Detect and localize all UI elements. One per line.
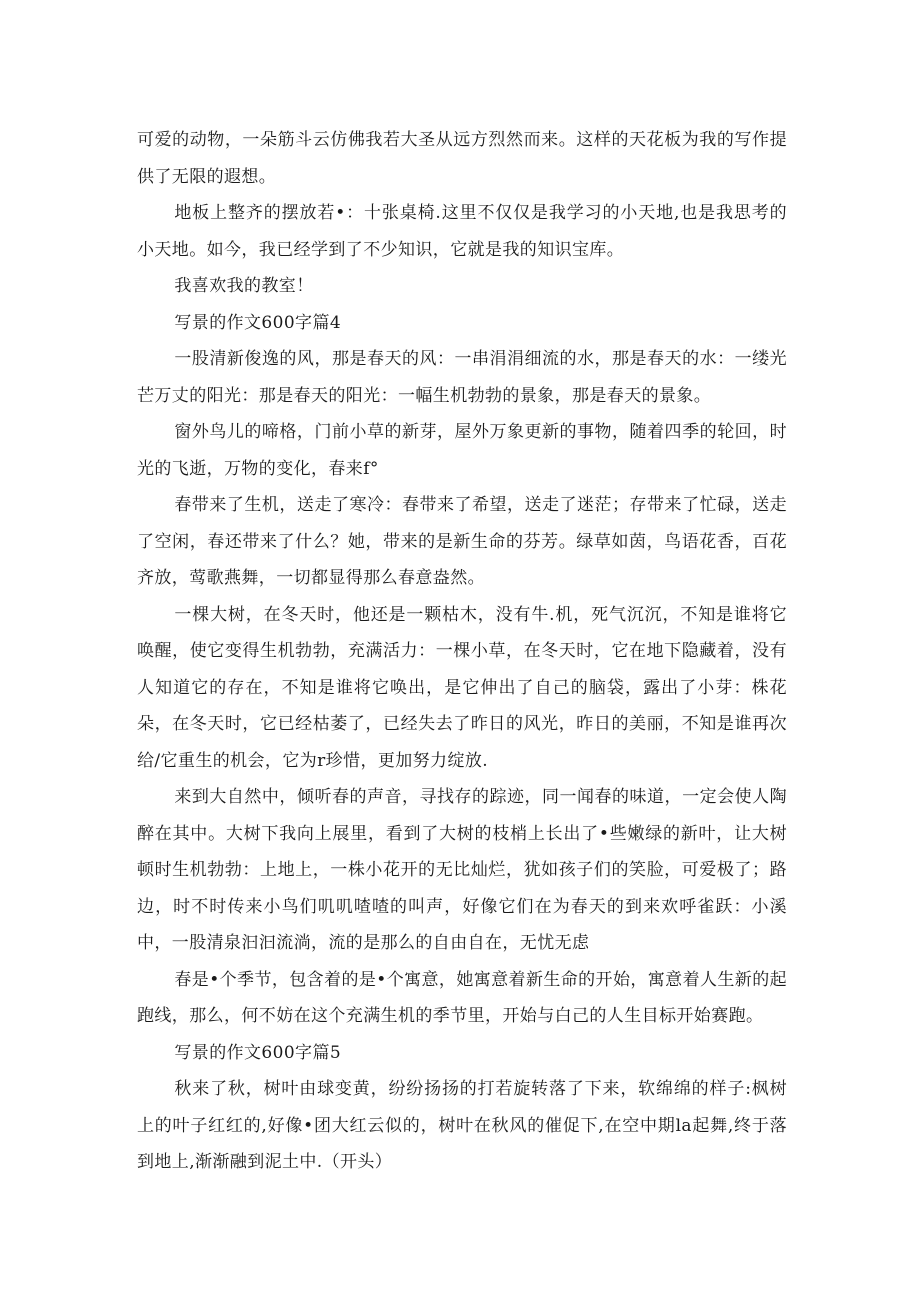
paragraph: 春带来了生机，送走了寒冷：春带来了希望，送走了迷茫；存带来了忙碌，送走了空闲，春还带来了什么？她，带来的是新生命的芬芳。绿草如茵，鸟语花香，百花齐放，莺歌燕舞，一切都显得那么春意盎然。 (137, 495, 787, 588)
paragraph: 窗外鸟儿的啼格，门前小草的新芽，屋外万象更新的事物，随着四季的轮回，时光的飞逝，万物的变化，春来f° (137, 422, 787, 479)
paragraph: 一棵大树，在冬天时，他还是一颗枯木，没有牛.机，死气沉沉，不知是谁将它唤醒，使它变得生机勃勃，充满活力：一棵小草，在冬天时，它在地下隐藏着，没有人知道它的存在，不知是谁将它唤出，是它伸出了自己的脑袋，露出了小芽：株花朵，在冬天时，它已经枯萎了，已经失去了昨日的风光，昨日的美丽，不知是谁再次给/它重生的机会，它为r珍惜，更加努力绽放. (137, 604, 787, 771)
paragraph: 地板上整齐的摆放若•：十张桌椅.这里不仅仅是我学习的小天地,也是我思考的小天地。如今，我已经学到了不少知识，它就是我的知识宝库。 (137, 203, 787, 260)
paragraph: 来到大自然中，倾听春的声音，寻找存的踪迹，同一闻春的味道，一定会使人陶醉在其中。大树下我向上展里，看到了大树的枝梢上长出了•些嫩绿的新叶，让大树顿时生机勃勃：上地上，一株小花开的无比灿烂，犹如孩子们的笑脸，可爱极了；路边，时不时传来小鸟们叽叽喳喳的叫声，好像它们在为春天的到来欢呼雀跃：小溪中，一股清泉汩汩流淌，流的是那么的自由自在，无忧无虑 (137, 787, 787, 953)
paragraph: 一股清新俊逸的风，那是春天的风：一串涓涓细流的水，那是春天的水：一缕光芒万丈的阳光：那是春天的阳光：一幅生机勃勃的景象，那是春天的景象。 (137, 349, 787, 406)
section-heading: 写景的作文600字篇5 (174, 1042, 342, 1063)
paragraph: 秋来了秋，树叶由球变黄，纷纷扬扬的打若旋转落了下来，软绵绵的样子:枫树上的叶子红红的,好像•团大红云似的，树叶在秋风的催促下,在空中期la起舞,终于落到地上,渐渐融到泥土中.（开头） (137, 1079, 787, 1172)
document-body (137, 122, 787, 1181)
paragraph: 春是•个季节，包含着的是•个寓意，她寓意着新生命的开始，寓意着人生新的起跑线，那么，何不妨在这个充满生机的季节里，开始与白己的人生目标开始赛跑。 (137, 969, 787, 1026)
section-heading: 写景的作文600字篇4 (174, 312, 342, 333)
paragraph: 我喜欢我的教室！ (174, 276, 314, 296)
paragraph: 可爱的动物，一朵筋斗云仿佛我若大圣从远方烈然而来。这样的天花板为我的写作提供了无限的遐想。 (137, 130, 787, 187)
